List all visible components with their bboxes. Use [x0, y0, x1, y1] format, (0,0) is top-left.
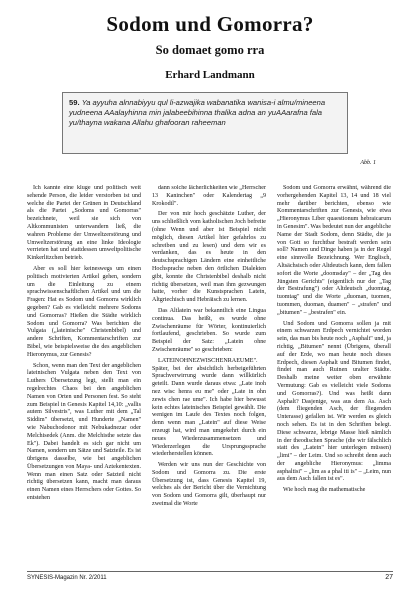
- verse-number: 59.: [69, 98, 80, 107]
- footer-divider: [27, 571, 393, 572]
- text-column-1: [27, 185, 141, 565]
- paragraph: Wie hoch mag die mathematische: [283, 487, 366, 494]
- paragraph: Das Altlatein war bekanntlich eine Lingua continua. Das heißt, es wurde ohne Zwischenräume für Wörter, kontinuierlich fortlaufend, geschrieben. So wurde zum Beispiel der Satz: „Latein ohne Zwischenräume" so geschrieben:: [152, 307, 266, 353]
- text-column-2: [152, 185, 266, 565]
- paragraph: Sodom und Gomorra erwähnt, während die vorhergehenden Kapitel 13, 14 und 18 viel mehr darüber berichten, ebenso wie Kommentarschriften zur Genesis, wie etwa „Hieronymus Liber quaestionum hebraicarum in Genesim". Was bedeutet nun der angebliche Name der Stadt Sodom, denn Städte, die ja von Gott so furchtbar bestraft werden sein soll? Namen und Dinge haben ja in der Regel eine sinnvolle Bezeichnung. Wer Englisch, Altsächsisch oder Altdeutsch kann, dem fallen sofort die Worte „doomsday" – der „Tag des Jüngsten Gerichts" (eigentlich nur der „Tag der Bestrafung") oder Altdeutsch „duomtag, tuomtag" und die Worte „duoman, tuomen, tuommen, duoman, duamen" – „strafen" und „bitumen" – „bestrafen" ein.: [277, 185, 391, 316]
- figure-caption: Abb. 1: [360, 160, 376, 166]
- article-author: Erhard Landmann: [165, 69, 255, 81]
- journal-issue: SYNESIS-Magazin Nr. 2/2011: [27, 575, 107, 581]
- figure-quote-box: [62, 92, 348, 154]
- paragraph: Werden wir uns nun der Geschichte von Sodom und Gomorra zu. Die erste Übersetzung ist, dass Genesis Kapitel 19, welches als der Bericht über die Vernichtung von Sodom und Gomorra gilt, überhaupt nur zweimal die Worte: [152, 462, 266, 508]
- paragraph: LATEINOHNEZWISCHENRAEUME". Später, bei der absichtlich herbeigeführten Sprachverwirrung wurde dann willkürlich geteilt. Dann wurde daraus etwa: „Late inoh nez wisc henra eu me" oder „Late in ohn zewis chen rae ume". Ich habe hier bewusst kein echtes lateinisches Beispiel gewählt. Die wenigen im Laufe des Textes noch folgen, denn wenn man „Latein" auf diese Weise erzeugt hat, wird man umgekehrt durch ein neues Wiederzusammensetzen und Wiederzerlegen die Ursprungssprache wiederherstellen können.: [152, 357, 266, 458]
- article-title: Sodom und Gomorra?: [106, 12, 314, 36]
- paragraph: Aber es soll hier keineswegs um einen politisch motivierten Artikel gehen, sondern um die Einleitung zu einem sprachwissenschaftlichen Artikel und um die Fragen: Hat es Sodom und Gomorra wirklich gegeben? Gab es vielleicht mehrere Sodoms und Gomorras? Hießen die Städte wirklich Sodom und Gomorra? Was berichten die Vulgata („lateinische" Christenbibel) und andere Schriften, Kommentarschriften zur Bibel, wie beispielsweise die des angeblichen Hieronymus, zur Genesis?: [27, 265, 141, 358]
- text-column-3: [277, 185, 391, 565]
- paragraph: Der von mir hoch geschätzte Luther, der uns schließlich vom katholischen Joch befreite (ohne Wenn und aber ist Beispiel nicht möglich, diesen Artikel hier gefahrlos zu schreiben und zu lesen) und dem wir es verdanken, das es heute in den deutschsprachigen Ländern eine einheitliche Hochsprache neben den örtlichen Dialekten gibt, konnte die Christenbibel deshalb nicht richtig übersetzen, weil man ihm gezwungen hatte, vorher die Kunstsprachen Latein, Altgriechisch und Hebräisch zu lernen.: [152, 211, 266, 304]
- verse-transliteration: Ya ayyuha alnnabiyyu qul li-azwajika wabanatika wanisa-i almu/mineena yudneena AAalayhinna min jalabeebihinna thalika adna an yuAAarafna fala yu/thayna wakana Allahu ghafooran raheeman: [69, 98, 326, 128]
- paragraph: Schon, wenn man den Text der angeblichen lateinischen Vulgata neben den Text von Luthers Übersetzung legt, stellt man ein regelrechtes Chaos bei den angeblichen Namen von Orten und Personen fest. So steht zum Beispiel in Genesis Kapitel 14,10: „vallis autem Silvestris", was Luther mit dem „Tal Siddim" übersetzt, und Hunderte „Namen" wie Nabuchodonor mit Nebukadnezar oder Melchisedek (Anm. die Melchisthe setzte das Ek"). Dabei handelt es sich gar nicht um Namen, sondern um Sätze und Satzteile. Es ist übrigens dasselbe, wie bei angeblichen Übersetzungen von Maya- und Aztekentexten. Wenn man einen Satz oder Satzteil nicht richtig übersetzen kann, macht man daraus einen Namen eines Herrschers oder Gottes. So entstehen: [27, 362, 141, 502]
- paragraph: dann solche lächerlichkeiten wie „Herrscher 13 Kaninchen" oder Kalendertag „9 Krokodil".: [152, 185, 266, 207]
- paragraph: Und Sodom und Gomorra sollen ja mit einem schwarzen Erdpech vernichtet worden sein, das man bis heute noch „Asphalt" und, ja richtig, „Bitumen" nennt (Übrigens, überall auf der Erde, wo man heute noch dieses Erdpech, diesen Asphalt und Bitumen findet, findet man auch Ruinen uralter Städte. Deshalb meine weiter oben erwähnte Vermutung: Gab es vielleicht viele Sodoms und Gomorras?). Und was heißt dann Asphalt? Dasjenige, was aus dem As. Asch (dem fliegenden Asch, der fliegenden Unterasse) gefallen ist. Wir werden es gleich noch sehen. Es ist in den Schriften belegt. Diese schwarze, lebrige Masse hieß nämlich in der theodischen Sprache (die wir fälschlich statt des „Latein" hier unterlegen müssen) „limi" – der Leim. Und so schreibt denn auch der angebliche Hieronymus: „limma asphaltisi" – „lim as a phal iti is" – „Leim, nun aus dem Asch fallen ist es".: [277, 320, 391, 483]
- page-number: 27: [385, 574, 393, 581]
- article-subtitle: So domaet gomo rra: [155, 43, 265, 57]
- paragraph: Ich kannte eine kluge und politisch weit sehende Person, die leider verstorben ist und welche die Partei der Grünen in Deutschland als die Partei „Sodoms und Gomorras" bezeichnete, weil sie sich von Altkommunisten unterwandern ließ, die wahren Probleme der Umweltzerstörung und Umweltzerstörung an eine linke Ideologie verrieten hat und stattdessen umweltpolitische Kinkerlitzchen betrieb.: [27, 185, 141, 262]
